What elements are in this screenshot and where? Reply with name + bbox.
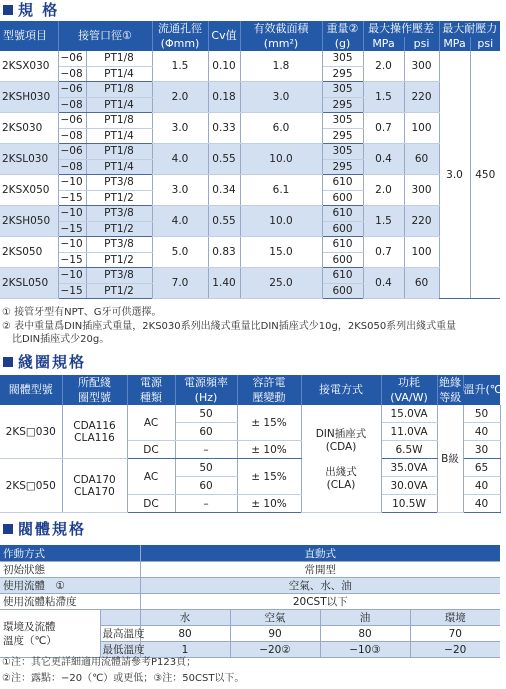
spec-orifice: 4.0: [152, 206, 208, 237]
spec-port: PT3/8: [86, 237, 152, 253]
body-table: [0, 545, 500, 658]
col-weight-unit: (g): [322, 37, 363, 51]
spec-maxop-mpa: 0.7: [363, 237, 404, 268]
coil-col-coil: 所配綫: [62, 375, 127, 391]
env-min-label: 最低溫度: [100, 642, 140, 658]
spec-suffix: −06: [58, 144, 86, 160]
coil-power: 15.0VA: [381, 405, 437, 423]
spec-port: PT1/8: [86, 144, 152, 160]
env-max-label: 最高溫度: [100, 626, 140, 642]
coil-temp: 65: [463, 459, 500, 477]
spec-suffix: −08: [58, 159, 86, 175]
coil-ac: AC: [127, 405, 175, 441]
spec-area: 10.0: [240, 144, 322, 175]
spec-maxop-psi: 60: [404, 144, 439, 175]
body-row-label: 作動方式: [0, 545, 140, 562]
coil-type: [62, 405, 127, 459]
spec-cv: 1.40: [208, 268, 240, 299]
coil-table: [0, 375, 506, 513]
spec-suffix: −06: [58, 82, 86, 98]
spec-port: PT1/8: [86, 51, 152, 66]
coil-power: 6.5W: [381, 441, 437, 459]
body-note-2: ②注：露點：−20（℃）或更低；③注：50CST以下。: [2, 673, 245, 684]
coil-type-b: CLA116: [74, 431, 115, 444]
coil-col-power: 電源: [127, 375, 175, 391]
coil-conn-cla-code: (CLA): [326, 478, 356, 491]
col-cv: Cv值: [208, 21, 240, 51]
spec-port: PT3/8: [86, 175, 152, 191]
coil-section-title: 綫圈規格: [18, 353, 87, 371]
coil-col-ins2: 等級: [437, 391, 463, 405]
col-area: 有效截面積: [240, 21, 322, 37]
spec-port: PT1/2: [86, 252, 152, 268]
env-col: 水: [140, 610, 230, 626]
spec-suffix: −10: [58, 206, 86, 222]
spec-area: 15.0: [240, 237, 322, 268]
col-psi: psi: [404, 37, 439, 51]
spec-orifice: 4.0: [152, 144, 208, 175]
spec-weight: 305: [322, 82, 363, 98]
section-bullet-icon: [3, 5, 13, 15]
body-section-header: [0, 520, 500, 537]
spec-suffix: −10: [58, 175, 86, 191]
spec-proof-psi: 450: [470, 51, 500, 299]
coil-hz: 50: [175, 459, 237, 477]
spec-maxop-psi: 100: [404, 237, 439, 268]
body-row-value: 空氣、水、油: [140, 578, 500, 594]
coil-col-freq2: (Hz): [175, 391, 237, 405]
spec-suffix: −10: [58, 237, 86, 253]
spec-area: 25.0: [240, 268, 322, 299]
coil-conn-din-label: DIN插座式: [315, 428, 367, 441]
spec-weight: 295: [322, 97, 363, 113]
coil-col-pwr2: (VA/W): [381, 391, 437, 405]
env-col: 環境: [410, 610, 500, 626]
body-note-1: ①注：其它更詳細適用流體請參考P123頁；: [2, 657, 197, 668]
spec-cv: 0.34: [208, 175, 240, 206]
coil-dc: DC: [127, 441, 175, 459]
coil-temp: 40: [463, 495, 500, 513]
col-proof: 最大耐壓力: [439, 21, 500, 37]
spec-weight: 610: [322, 206, 363, 222]
spec-maxop-psi: 220: [404, 82, 439, 113]
coil-hz: –: [175, 495, 237, 513]
spec-model: 2KSH050: [0, 206, 58, 237]
spec-note-2: ② 表中重量爲DIN插座式重量，2KS030系列出綫式重量比DIN插座式少10g，2KS050系列出綫式重量: [2, 321, 457, 332]
spec-table: [0, 21, 500, 299]
spec-maxop-psi: 220: [404, 206, 439, 237]
env-min: −20: [410, 642, 500, 658]
spec-maxop-psi: 300: [404, 51, 439, 82]
spec-weight: 305: [322, 144, 363, 160]
coil-type: [62, 459, 127, 513]
spec-weight: 600: [322, 221, 363, 237]
env-label-2: 溫度（℃）: [3, 634, 57, 647]
spec-port: PT1/4: [86, 97, 152, 113]
spec-port: PT1/4: [86, 159, 152, 175]
spec-model: 2KSX050: [0, 175, 58, 206]
coil-col-tol2: 壓變動: [237, 391, 301, 405]
coil-hz: 60: [175, 423, 237, 441]
env-min: 1: [140, 642, 230, 658]
coil-hz: 50: [175, 405, 237, 423]
spec-area: 10.0: [240, 206, 322, 237]
spec-orifice: 1.5: [152, 51, 208, 82]
coil-col-conn: 接電方式: [301, 375, 381, 405]
spec-port: PT1/8: [86, 82, 152, 98]
coil-col-temp: 溫升(℃): [463, 375, 500, 405]
section-bullet-icon: [3, 524, 13, 534]
spec-maxop-mpa: 2.0: [363, 51, 404, 82]
spec-note-3: 比DIN插座式少20g。: [12, 334, 110, 345]
spec-suffix: −08: [58, 128, 86, 144]
coil-temp: 40: [463, 477, 500, 495]
spec-cv: 0.18: [208, 82, 240, 113]
col-mpa2: MPa: [439, 37, 470, 51]
spec-model: 2KSH030: [0, 82, 58, 113]
spec-orifice: 5.0: [152, 237, 208, 268]
coil-type-a: CDA170: [73, 473, 116, 486]
spec-weight: 600: [322, 190, 363, 206]
spec-maxop-mpa: 0.4: [363, 144, 404, 175]
spec-port: PT1/8: [86, 113, 152, 129]
col-port: 接管口徑①: [58, 21, 152, 51]
spec-weight: 305: [322, 51, 363, 66]
coil-tol: ± 15%: [237, 459, 301, 495]
body-row-value: 直動式: [140, 545, 500, 562]
spec-suffix: −15: [58, 283, 86, 299]
spec-weight: 610: [322, 268, 363, 284]
coil-power: 11.0VA: [381, 423, 437, 441]
spec-weight: 600: [322, 283, 363, 299]
body-row-label: 初始狀態: [0, 562, 140, 578]
spec-weight: 295: [322, 159, 363, 175]
spec-port: PT1/4: [86, 66, 152, 82]
coil-col-pwr: 功耗: [381, 375, 437, 391]
coil-col-model: 閥體型號: [0, 375, 62, 405]
coil-type-a: CDA116: [73, 419, 116, 432]
coil-col-freq: 電源頻率: [175, 375, 237, 391]
coil-dc: DC: [127, 495, 175, 513]
spec-cv: 0.10: [208, 51, 240, 82]
coil-power: 10.5W: [381, 495, 437, 513]
spec-port: PT1/2: [86, 190, 152, 206]
coil-power: 30.0VA: [381, 477, 437, 495]
col-mpa: MPa: [363, 37, 404, 51]
spec-maxop-psi: 300: [404, 175, 439, 206]
coil-ins: B級: [437, 405, 463, 513]
env-col: 油: [320, 610, 410, 626]
spec-maxop-mpa: 0.4: [363, 268, 404, 299]
col-psi2: psi: [470, 37, 500, 51]
coil-section-header: [0, 353, 500, 370]
spec-maxop-mpa: 1.5: [363, 82, 404, 113]
env-min: −20②: [230, 642, 320, 658]
spec-suffix: −06: [58, 51, 86, 66]
spec-suffix: −08: [58, 66, 86, 82]
env-max: 90: [230, 626, 320, 642]
env-min: −10③: [320, 642, 410, 658]
spec-maxop-mpa: 0.7: [363, 113, 404, 144]
spec-model: 2KSX030: [0, 51, 58, 82]
coil-tol: ± 10%: [237, 495, 301, 513]
spec-maxop-psi: 60: [404, 268, 439, 299]
col-orifice: 流通孔徑: [152, 21, 208, 37]
spec-weight: 305: [322, 113, 363, 129]
env-col: 空氣: [230, 610, 320, 626]
spec-orifice: 3.0: [152, 113, 208, 144]
body-row-value: 20CST以下: [140, 594, 500, 610]
spec-orifice: 3.0: [152, 175, 208, 206]
env-max: 80: [140, 626, 230, 642]
spec-suffix: −08: [58, 97, 86, 113]
coil-col-ins: 絶緣: [439, 376, 461, 389]
spec-cv: 0.55: [208, 144, 240, 175]
spec-orifice: 2.0: [152, 82, 208, 113]
spec-area: 1.8: [240, 51, 322, 82]
section-bullet-icon: [3, 357, 13, 367]
coil-col-coil2: 圈型號: [62, 391, 127, 405]
coil-hz: –: [175, 441, 237, 459]
coil-temp: 40: [463, 423, 500, 441]
spec-area: 6.1: [240, 175, 322, 206]
spec-suffix: −15: [58, 252, 86, 268]
spec-suffix: −06: [58, 113, 86, 129]
spec-area: 3.0: [240, 82, 322, 113]
coil-col-tol: 容許電: [237, 375, 301, 391]
env-label-1: 環境及流體: [3, 620, 56, 633]
col-maxop: 最大操作壓差: [363, 21, 439, 37]
spec-proof-mpa: 3.0: [439, 51, 470, 299]
spec-cv: 0.55: [208, 206, 240, 237]
spec-area: 6.0: [240, 113, 322, 144]
coil-ac: AC: [127, 459, 175, 495]
env-max: 80: [320, 626, 410, 642]
spec-suffix: −10: [58, 268, 86, 284]
env-label: [0, 610, 100, 658]
coil-conn-din-code: (CDA): [325, 441, 357, 454]
coil-conn-din: [301, 405, 381, 459]
spec-cv: 0.83: [208, 237, 240, 268]
spec-model: 2KS050: [0, 237, 58, 268]
spec-weight: 610: [322, 237, 363, 253]
body-row-label: 使用流體粘滯度: [0, 594, 140, 610]
spec-port: PT1/2: [86, 283, 152, 299]
spec-model: 2KSL030: [0, 144, 58, 175]
coil-tol: ± 15%: [237, 405, 301, 441]
spec-port: PT3/8: [86, 268, 152, 284]
spec-weight: 600: [322, 252, 363, 268]
coil-temp: 30: [463, 441, 500, 459]
spec-orifice: 7.0: [152, 268, 208, 299]
spec-model: 2KSL050: [0, 268, 58, 299]
spec-suffix: −15: [58, 221, 86, 237]
col-weight: 重量②: [322, 21, 363, 37]
body-section-title: 閥體規格: [18, 520, 87, 538]
spec-maxop-mpa: 1.5: [363, 206, 404, 237]
coil-tol: ± 10%: [237, 441, 301, 459]
spec-port: PT3/8: [86, 206, 152, 222]
spec-weight: 295: [322, 66, 363, 82]
spec-cv: 0.33: [208, 113, 240, 144]
col-model: 型號項目: [0, 21, 58, 51]
coil-conn-cla-label: 出綫式: [325, 465, 357, 478]
spec-suffix: −15: [58, 190, 86, 206]
spec-model: 2KS030: [0, 113, 58, 144]
coil-type-b: CLA170: [74, 485, 115, 498]
spec-section-title: 規 格: [18, 1, 60, 19]
spec-section-header: [0, 1, 500, 18]
coil-temp: 50: [463, 405, 500, 423]
spec-maxop-psi: 100: [404, 113, 439, 144]
spec-port: PT1/4: [86, 128, 152, 144]
coil-model: 2KS□030: [0, 405, 62, 459]
col-area-unit: (mm²): [240, 37, 322, 51]
spec-port: PT1/2: [86, 221, 152, 237]
coil-power: 35.0VA: [381, 459, 437, 477]
coil-conn-cla: [301, 459, 381, 513]
col-orifice-unit: (Φmm): [152, 37, 208, 51]
spec-note-1: ① 接管牙型有NPT、G牙可供選擇。: [2, 307, 162, 318]
coil-col-power2: 種類: [127, 391, 175, 405]
env-max: 70: [410, 626, 500, 642]
coil-model: 2KS□050: [0, 459, 62, 513]
coil-hz: 60: [175, 477, 237, 495]
body-row-label: 使用流體 ①: [0, 578, 140, 594]
spec-weight: 295: [322, 128, 363, 144]
body-row-value: 常開型: [140, 562, 500, 578]
spec-weight: 610: [322, 175, 363, 191]
spec-maxop-mpa: 2.0: [363, 175, 404, 206]
